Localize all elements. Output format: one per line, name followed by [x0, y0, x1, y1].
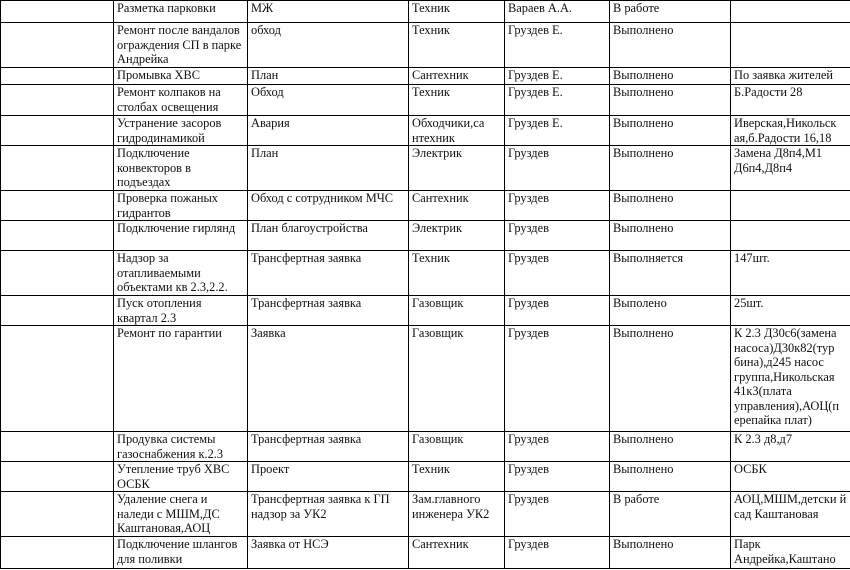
- table-row: [1, 537, 850, 569]
- row-blank-cell: [1, 296, 114, 326]
- note-cell: [731, 221, 850, 251]
- row-blank-cell: [1, 221, 114, 251]
- table-row: [1, 116, 850, 146]
- row-blank-cell: [1, 462, 114, 492]
- executor-cell: Зам.главного инженера УК2: [409, 492, 505, 537]
- note-cell: Иверская,Никольск ая,б.Радости 16,18: [731, 116, 850, 146]
- status-cell: Выполнено: [610, 432, 731, 462]
- task-cell: Ремонт после вандалов ограждения СП в парке Андрейка: [114, 23, 248, 68]
- note-cell: По заявка жителей: [731, 68, 850, 85]
- note-cell: Б.Радости 28: [731, 85, 850, 116]
- basis-cell: Трансфертная заявка к ГП надзор за УК2: [248, 492, 409, 537]
- executor-cell: Газовщик: [409, 432, 505, 462]
- note-cell: 25шт.: [731, 296, 850, 326]
- responsible-cell: Груздев Е.: [505, 68, 610, 85]
- status-cell: Выполнено: [610, 221, 731, 251]
- responsible-cell: Груздев Е.: [505, 85, 610, 116]
- note-cell: Замена Д8п4,М1 Д6п4,Д8п4: [731, 146, 850, 191]
- note-cell: [731, 1, 850, 23]
- responsible-cell: Груздев: [505, 296, 610, 326]
- status-cell: Выполнено: [610, 85, 731, 116]
- task-cell: Подключение конвекторов в подъездах: [114, 146, 248, 191]
- responsible-cell: Груздев: [505, 221, 610, 251]
- task-cell: Удаление снега и наледи с МШМ,ДС Каштановая,АОЦ: [114, 492, 248, 537]
- table-row: [1, 251, 850, 296]
- row-blank-cell: [1, 1, 114, 23]
- executor-cell: Газовщик: [409, 296, 505, 326]
- responsible-cell: Груздев: [505, 251, 610, 296]
- table-row: [1, 492, 850, 537]
- note-cell: К 2.3 Д30с6(замена насоса)Д30к82(тур бина),д245 насос группа,Никольская 41к3(плата управления),АОЦ(п ерепайка плат): [731, 326, 850, 432]
- row-blank-cell: [1, 23, 114, 68]
- status-cell: Выполнено: [610, 68, 731, 85]
- row-blank-cell: [1, 537, 114, 569]
- responsible-cell: Вараев А.А.: [505, 1, 610, 23]
- executor-cell: Техник: [409, 462, 505, 492]
- responsible-cell: Груздев: [505, 326, 610, 432]
- executor-cell: Техник: [409, 85, 505, 116]
- row-blank-cell: [1, 492, 114, 537]
- basis-cell: Трансфертная заявка: [248, 432, 409, 462]
- row-blank-cell: [1, 116, 114, 146]
- basis-cell: Проект: [248, 462, 409, 492]
- responsible-cell: Груздев Е.: [505, 23, 610, 68]
- task-cell: Надзор за отапливаемыми объектами кв 2.3,2.2.: [114, 251, 248, 296]
- status-cell: Выполнено: [610, 23, 731, 68]
- note-cell: К 2.3 д8,д7: [731, 432, 850, 462]
- executor-cell: Техник: [409, 23, 505, 68]
- row-blank-cell: [1, 432, 114, 462]
- executor-cell: Техник: [409, 251, 505, 296]
- status-cell: Выполнено: [610, 116, 731, 146]
- executor-cell: Газовщик: [409, 326, 505, 432]
- responsible-cell: Груздев: [505, 492, 610, 537]
- note-cell: [731, 191, 850, 221]
- basis-cell: МЖ: [248, 1, 409, 23]
- basis-cell: Заявка от НСЭ: [248, 537, 409, 569]
- row-blank-cell: [1, 191, 114, 221]
- row-blank-cell: [1, 85, 114, 116]
- table-row: [1, 326, 850, 432]
- table-row: [1, 191, 850, 221]
- table-row: [1, 85, 850, 116]
- executor-cell: Обходчики,са нтехник: [409, 116, 505, 146]
- table-row: [1, 296, 850, 326]
- executor-cell: Электрик: [409, 146, 505, 191]
- executor-cell: Сантехник: [409, 68, 505, 85]
- basis-cell: План: [248, 68, 409, 85]
- task-cell: Промывка ХВС: [114, 68, 248, 85]
- task-cell: Ремонт по гарантии: [114, 326, 248, 432]
- note-cell: [731, 23, 850, 68]
- responsible-cell: Груздев: [505, 146, 610, 191]
- task-cell: Подключение шлангов для поливки: [114, 537, 248, 569]
- status-cell: Выполнено: [610, 146, 731, 191]
- note-cell: Парк Андрейка,Каштано: [731, 537, 850, 569]
- status-cell: Выполняется: [610, 251, 731, 296]
- responsible-cell: Груздев: [505, 191, 610, 221]
- status-cell: Выполнено: [610, 537, 731, 569]
- table-row: [1, 146, 850, 191]
- note-cell: ОСБК: [731, 462, 850, 492]
- row-blank-cell: [1, 68, 114, 85]
- table-row: [1, 1, 850, 23]
- basis-cell: обход: [248, 23, 409, 68]
- basis-cell: Обход: [248, 85, 409, 116]
- table-row: [1, 462, 850, 492]
- status-cell: В работе: [610, 492, 731, 537]
- basis-cell: План: [248, 146, 409, 191]
- status-cell: В работе: [610, 1, 731, 23]
- executor-cell: Электрик: [409, 221, 505, 251]
- note-cell: АОЦ,МШМ,детски й сад Каштановая: [731, 492, 850, 537]
- task-cell: Разметка парковки: [114, 1, 248, 23]
- status-cell: Выполнено: [610, 462, 731, 492]
- responsible-cell: Груздев: [505, 462, 610, 492]
- executor-cell: Сантехник: [409, 191, 505, 221]
- basis-cell: Заявка: [248, 326, 409, 432]
- task-cell: Устранение засоров гидродинамикой: [114, 116, 248, 146]
- task-cell: Утепление труб ХВС ОСБК: [114, 462, 248, 492]
- status-cell: Выполнено: [610, 191, 731, 221]
- table-row: [1, 68, 850, 85]
- row-blank-cell: [1, 251, 114, 296]
- executor-cell: Сантехник: [409, 537, 505, 569]
- executor-cell: Техник: [409, 1, 505, 23]
- basis-cell: План благоустройства: [248, 221, 409, 251]
- basis-cell: Авария: [248, 116, 409, 146]
- status-cell: Выполнено: [610, 326, 731, 432]
- table-body: [1, 1, 850, 569]
- table-row: [1, 221, 850, 251]
- row-blank-cell: [1, 146, 114, 191]
- basis-cell: Трансфертная заявка: [248, 251, 409, 296]
- task-cell: Продувка системы газоснабжения к.2.3: [114, 432, 248, 462]
- task-cell: Проверка пожаных гидрантов: [114, 191, 248, 221]
- status-cell: Выполено: [610, 296, 731, 326]
- basis-cell: Трансфертная заявка: [248, 296, 409, 326]
- note-cell: 147шт.: [731, 251, 850, 296]
- basis-cell: Обход с сотрудником МЧС: [248, 191, 409, 221]
- table-row: [1, 23, 850, 68]
- table-row: [1, 432, 850, 462]
- task-cell: Пуск отопления квартал 2.3: [114, 296, 248, 326]
- responsible-cell: Груздев Е.: [505, 116, 610, 146]
- row-blank-cell: [1, 326, 114, 432]
- task-cell: Ремонт колпаков на столбах освещения: [114, 85, 248, 116]
- responsible-cell: Груздев: [505, 537, 610, 569]
- task-cell: Подключение гирлянд: [114, 221, 248, 251]
- responsible-cell: Груздев: [505, 432, 610, 462]
